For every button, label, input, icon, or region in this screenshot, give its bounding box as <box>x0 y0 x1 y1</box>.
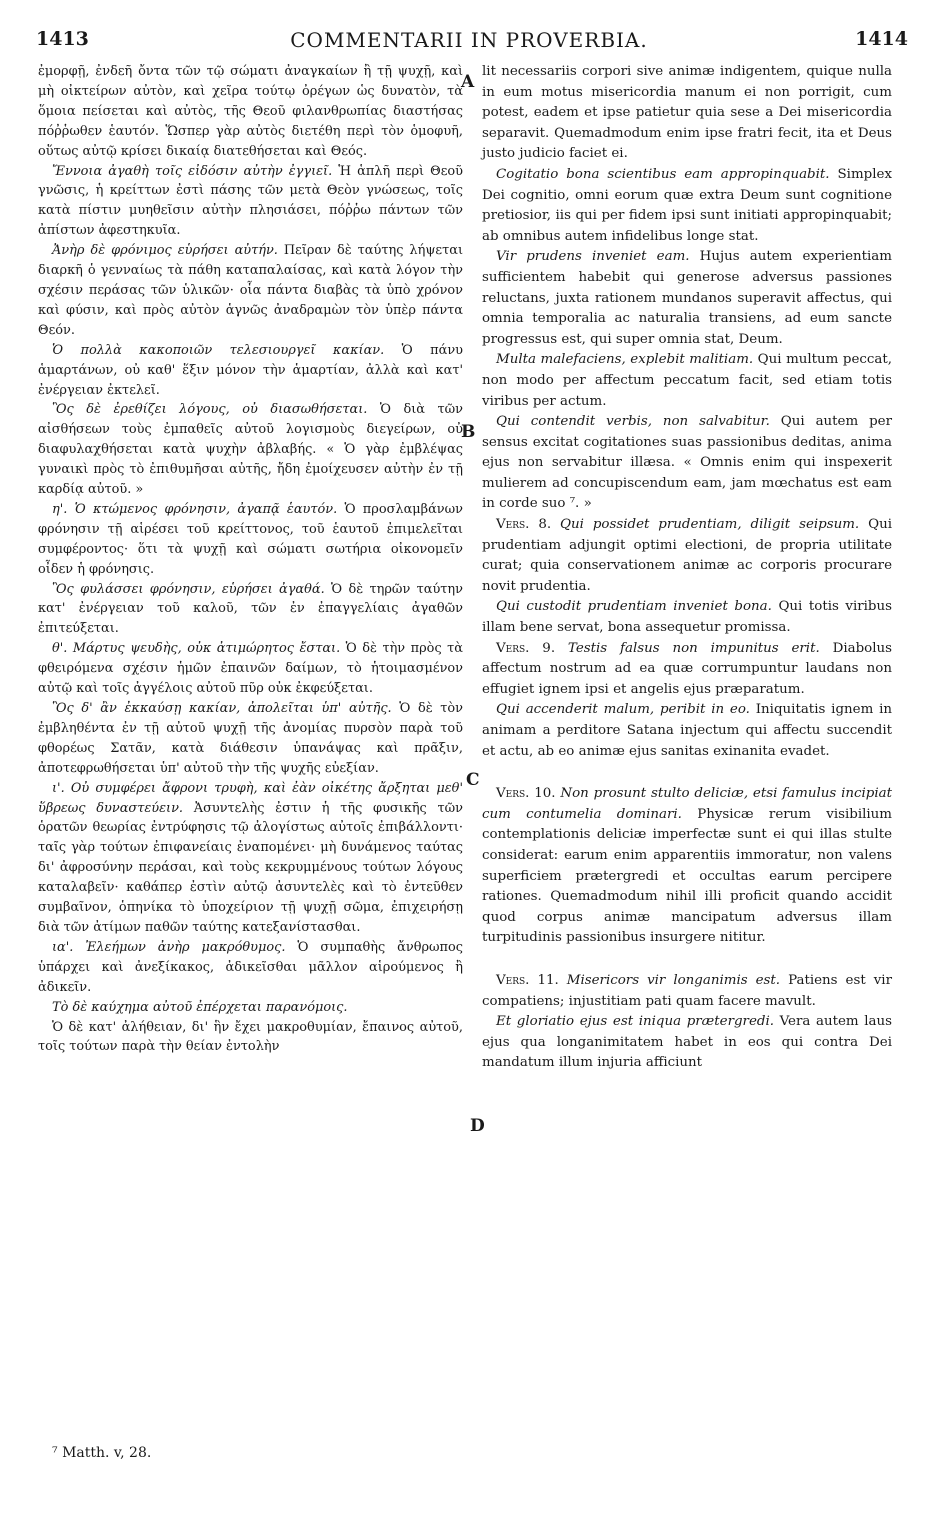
greek-commentary: Ἡ ἁπλῆ περὶ Θεοῦ γνῶσις, ἡ κρείττων ἐστὶ πάσης τῶν μετὰ Θεὸν γνώσεως, τοῖς κατὰ πίστιν μυηθεῖσιν αὐτὴν πλησιάσει, πόῤῥω πάντων τῶν ἀπίστων ἀφεστηκυῖα. <box>38 163 463 239</box>
footnote: ⁷ Matth. v, 28. <box>52 1445 152 1461</box>
verse-number: Vers. 9. <box>496 640 556 656</box>
latin-lemma: Qui possidet prudentiam, diligit seipsum. <box>551 517 860 533</box>
latin-paragraph <box>482 1012 892 1074</box>
greek-column <box>38 62 463 1057</box>
latin-commentary: Diabolus affectum nostrum ad ea quæ corrumpuntur laudans non effugiet ignem ipsi et angelis ejus præparatum. <box>482 640 892 697</box>
greek-paragraph <box>38 400 463 500</box>
latin-column <box>482 62 892 1074</box>
greek-commentary: Ὁ πάνυ ἁμαρτάνων, οὐ καθ' ἕξιν μόνον τὴν ἁμαρτίαν, ἀλλὰ καὶ κατ' ἐνέργειαν ἐκτελεῖ. <box>38 342 463 398</box>
greek-lemma: ι'. Οὐ συμφέρει ἄφρονι τρυφὴ, καὶ ἐὰν οἰκέτης ἄρξηται μεθ' ὕβρεως δυναστεύειν. <box>38 780 463 816</box>
latin-commentary: Qui multum peccat, non modo per affectum peccatum facit, sed etiam totis viribus per actum. <box>482 352 892 409</box>
latin-commentary: Qui prudentiam adjungit optimi electioni, de propria utilitate curat; quia conservationem animæ ac corporis procurare novit prudentia. <box>482 517 892 594</box>
latin-commentary: Iniquitatis ignem in animam a perditore Satana injectum qui affectu succendit et actu, ab eo animæ ejus sanitas exinanita evadet. <box>482 702 892 759</box>
latin-commentary: Patiens est vir compatiens; injustitiam pati quam facere mavult. <box>482 972 892 1009</box>
latin-paragraph <box>482 247 892 350</box>
latin-commentary: Qui totis viribus illam bene servat, bona assequetur promissa. <box>482 599 892 636</box>
latin-lemma: Qui contendit verbis, non salvabitur. <box>496 414 770 430</box>
latin-commentary: Vera autem laus ejus qua longanimitatem habet in eos qui contra Dei mandatum illum injuria afficiunt <box>482 1014 892 1071</box>
greek-paragraph: ἐμορφῇ, ἐνδεῆ ὄντα τῶν τῷ σώματι ἀναγκαίων ἢ τῇ ψυχῇ, καὶ μὴ οἰκτείρων αὐτὸν, καὶ χεῖρα τούτῳ ὀρέγων ὡς δυνατὸν, τὰ ὅμοια πείσεται καὶ αὐτὸς, τῆς Θεοῦ φιλανθρωπίας διαστήσας πόῤῥωθεν ἑαυτόν. Ὥσπερ γὰρ αὐτὸς διετέθη περὶ τὸν ὁμοφυῆ, οὕτως αὐτῷ κρίσει δικαίᾳ διατεθήσεται καὶ Θεός. <box>38 64 463 159</box>
latin-lemma: Et gloriatio ejus est iniqua prætergredi. <box>496 1014 774 1030</box>
greek-paragraph <box>38 580 463 640</box>
spacer <box>482 762 892 784</box>
greek-commentary: Ὁ δὲ τὸν ἐμβληθέντα ἐν τῇ αὐτοῦ ψυχῇ τῆς ἀνομίας πυρσὸν παρὰ τοῦ φθορέως Σατᾶν, κατὰ διάθεσιν ὑπανάψας καὶ πρᾶξιν, ἀποτεφρωθήσεται ὑπ' αὐτοῦ τὴν τῆς ψυχῆς εὐεξίαν. <box>38 701 463 776</box>
latin-lemma: Multa malefaciens, explebit malitiam. <box>496 352 754 368</box>
greek-lemma: Ἔννοια ἀγαθὴ τοῖς εἰδόσιν αὐτὴν ἐγγιεῖ. <box>52 163 333 179</box>
margin-letter-d: D <box>470 1116 485 1136</box>
greek-paragraph <box>38 938 463 998</box>
latin-paragraph <box>482 165 892 247</box>
latin-lemma: Qui accenderit malum, peribit in eo. <box>496 702 750 718</box>
latin-paragraph <box>482 412 892 515</box>
greek-paragraph <box>38 699 463 779</box>
page-number-left: 1413 <box>36 28 89 50</box>
running-title: COMMENTARII IN PROVERBIA. <box>290 28 648 52</box>
greek-paragraph <box>38 241 463 341</box>
verse-number: Vers. 10. <box>496 786 556 802</box>
greek-paragraph <box>38 639 463 699</box>
greek-lemma: Ὃς φυλάσσει φρόνησιν, εὑρήσει ἀγαθά. <box>52 581 325 597</box>
margin-letter-a: A <box>461 72 475 92</box>
greek-lemma: η'. Ὁ κτώμενος φρόνησιν, ἀγαπᾷ ἑαυτόν. <box>52 501 338 517</box>
latin-paragraph <box>482 515 892 597</box>
latin-lemma: Non prosunt stulto deliciæ, etsi famulus incipiat cum contumelia dominari. <box>482 786 892 822</box>
verse-number: Vers. 11. <box>496 972 559 988</box>
latin-paragraph <box>482 350 892 412</box>
latin-lemma: Misericors vir longanimis est. <box>558 972 781 988</box>
greek-lemma: Τὸ δὲ καύχημα αὐτοῦ ἐπέρχεται παρανόμοις. <box>52 999 348 1015</box>
greek-lemma: ια'. Ἐλεήμων ἀνὴρ μακρόθυμος. <box>52 939 286 955</box>
greek-commentary: Ὁ συμπαθὴς ἄνθρωπος ὑπάρχει καὶ ἀνεξίκακος, ἀδικεῖσθαι μᾶλλον αἱρούμενος ἢ ἀδικεῖν. <box>38 939 464 995</box>
latin-lemma: Testis falsus non impunitus erit. <box>555 640 820 656</box>
latin-commentary: Simplex Dei cognitio, omni eorum quæ extra Deum sunt cognitione pretiosior, iis qui per fidem ipsi sunt initiati appropinquabit; ab omnibus autem infidelibus longe stat. <box>482 166 892 244</box>
latin-paragraph: lit necessariis corpori sive animæ indigentem, quique nulla in eum motus misericordia manum ei non porrigit, cum potest, eadem et ipse patietur quia sese a Dei misericordia separavit. Quemadmodum enim ipse fratri fecit, ita et Deus justo judicio faciet ei. <box>482 64 892 162</box>
greek-paragraph: Ὁ δὲ κατ' ἀλήθειαν, δι' ἣν ἔχει μακροθυμίαν, ἔπαινος αὐτοῦ, τοῖς τούτων παρὰ τὴν θείαν ἐντολὴν <box>38 1019 463 1055</box>
latin-commentary: Qui autem per sensus excitat cogitationes suas passionibus deditas, anima ejus non servabitur illæsa. « Omnis enim qui inspexerit mulierem ad concupiscendum eam, jam mœchatus est eam in corde suo ⁷. » <box>482 414 892 512</box>
greek-paragraph <box>38 500 463 580</box>
greek-commentary: Ἀσυντελὴς ἐστιν ἡ τῆς φυσικῆς τῶν ὁρατῶν θεωρίας ἐντρύφησις τῷ ἀλογίστως αὐτοῖς ἐπιβάλλοντι· ταῖς γὰρ τούτων ἐπιφανείαις ἐναπομένει· μὴ δυνάμενος ταύτας δι' ἀφροσύνην περάσαι, καὶ τοὺς κεκρυμμένους τούτων λόγους καταλαβεῖν· καθάπερ ἐστὶν αὐτῷ ἀσυντελὲς καὶ τὸ ἐντεῦθεν συμβαῖνον, ὁπηνίκα τὸ ὑποχείριον τῇ ψυχῇ σῶμα, ἐπιχειρήσῃ διὰ τῶν ἀτίμων παθῶν ταύτης κατεξανίστασθαι. <box>38 800 463 935</box>
page-number-right: 1414 <box>855 28 908 50</box>
greek-lemma: Ἀνὴρ δὲ φρόνιμος εὑρήσει αὐτήν. <box>52 243 278 259</box>
latin-lemma: Vir prudens inveniet eam. <box>496 249 690 265</box>
latin-commentary: Physicæ rerum visibilium contemplationis deliciæ imperfectæ sunt ei qui illas stulte considerat: earum enim apparentiis immoratur, non valens superficiem prætergredi et occultas earum percipere rationes. Quemadmodum nihil illi proficit quando accidit quod corpus animæ mancipatum adversus illam turpitudinis passionibus insurgere nititur. <box>482 806 892 946</box>
latin-lemma: Cogitatio bona scientibus eam appropinquabit. <box>496 166 830 182</box>
greek-paragraph <box>38 341 463 401</box>
latin-paragraph <box>482 597 892 638</box>
latin-commentary: Hujus autem experientiam sufficientem habebit qui generose adversus passiones reluctans, juxta rationem mundanos superavit affectus, qui omnia temporalia ac naturalia transiens, ad eum sancte progressus est, qui super omnia stat, Deum. <box>482 249 892 347</box>
greek-paragraph <box>38 779 463 938</box>
greek-lemma: Ὃς δὲ ἐρεθίζει λόγους, οὐ διασωθήσεται. <box>52 402 368 418</box>
latin-lemma: Qui custodit prudentiam inveniet bona. <box>496 599 772 615</box>
greek-commentary: Ὁ δὲ τὴν πρὸς τὰ φθειρόμενα σχέσιν ἡμῶν ἐπαινῶν δαίμων, τὸ ἡτοιμασμένον αὐτῷ καὶ τοῖς ἀγγέλοις αὐτοῦ πῦρ οὐκ ἐκφεύξεται. <box>38 641 463 697</box>
greek-lemma: Ὁ πολλὰ κακοποιῶν τελεσιουργεῖ κακίαν. <box>52 342 385 358</box>
margin-letter-b: B <box>461 422 476 442</box>
greek-commentary: Ὁ προσλαμβάνων φρόνησιν τῇ αἱρέσει τοῦ κρείττονος, τοῦ ἑαυτοῦ ἐπιμελεῖται συμφέροντος· ὅτι τὰ ψυχῇ καὶ σώματι σωτήρια οἰκονομεῖν οἶδεν ἡ φρόνησις. <box>38 501 463 577</box>
verse-number: Vers. 8. <box>496 517 552 533</box>
latin-paragraph <box>482 639 892 701</box>
latin-paragraph <box>482 700 892 762</box>
greek-commentary: Ὁ διὰ τῶν αἰσθήσεων τοὺς ἐμπαθεῖς αὐτοῦ λογισμοὺς διεγείρων, οὐ διαφυλαχθήσεται κατὰ ψυχὴν ἀβλαβής. « Ὁ γὰρ ἐμβλέψας γυναικὶ πρὸς τὸ ἐπιθυμῆσαι αὐτῆς, ἤδη ἐμοίχευσεν αὐτὴν ἐν τῇ καρδίᾳ αὐτοῦ. » <box>38 402 463 498</box>
greek-commentary: Πεῖραν δὲ ταύτης λήψεται διαρκῆ ὁ γενναίως τὰ πάθη καταπαλαίσας, καὶ κατὰ λόγον τὴν σχέσιν περάσας τῶν ὑλικῶν· οἷα πάντα διαβὰς τὰ ὑπὸ χρόνον καὶ φύσιν, καὶ πρὸς αὐτὸν ἁγνῶς ἀναδραμὼν τὸν ὑπὲρ πάντα Θεόν. <box>38 243 463 338</box>
margin-letter-c: C <box>466 770 480 790</box>
greek-lemma: θ'. Μάρτυς ψευδὴς, οὐκ ἀτιμώρητος ἔσται. <box>52 641 341 657</box>
greek-commentary: Ὁ δὲ τηρῶν ταύτην κατ' ἐνέργειαν τοῦ καλοῦ, τῶν ἐν ἐπαγγελίαις ἀγαθῶν ἐπιτεύξεται. <box>38 581 463 637</box>
page-header <box>24 22 914 52</box>
greek-paragraph <box>38 998 463 1018</box>
spacer <box>482 949 892 971</box>
greek-paragraph <box>38 162 463 242</box>
latin-paragraph <box>482 971 892 1012</box>
greek-lemma: Ὃς δ' ἂν ἐκκαύσῃ κακίαν, ἀπολεῖται ὑπ' αὐτῆς. <box>52 701 392 716</box>
latin-paragraph <box>482 784 892 949</box>
